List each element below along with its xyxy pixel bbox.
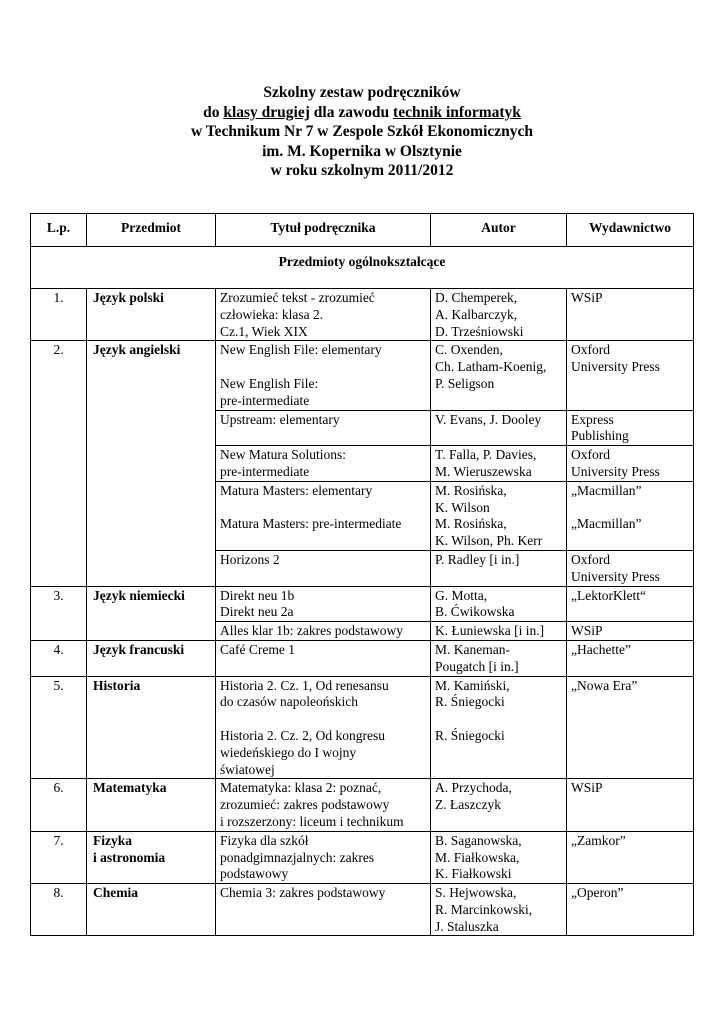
cell-subject: [87, 289, 216, 341]
cell-author: [431, 831, 567, 883]
author-line: Ch. Latham-Koenig,: [435, 359, 547, 375]
table-row: [31, 289, 694, 341]
title-line: Alles klar 1b: zakres podstawowy: [220, 623, 403, 639]
title-line: światowej: [220, 761, 275, 777]
title-line: pre-intermediate: [220, 392, 310, 408]
title-line: do czasów napoleońskich: [220, 694, 358, 710]
title-line: Matura Masters: pre-intermediate: [220, 516, 402, 532]
title-line: Direkt neu 2a: [220, 604, 294, 620]
title-line: Chemia 3: zakres podstawowy: [220, 885, 386, 901]
author-line: K. Fiałkowski: [435, 866, 512, 882]
cell-publisher: [567, 446, 694, 482]
author-line: Z. Łaszczyk: [435, 797, 501, 813]
table-row: [31, 341, 694, 410]
title-line: Historia 2. Cz. 1, Od renesansu: [220, 677, 389, 693]
section-row: [31, 247, 694, 289]
author-line: M. Rosińska,: [435, 482, 507, 498]
publisher-line: „Nowa Era”: [571, 677, 638, 693]
publisher-line: Oxford: [571, 447, 610, 463]
subject-line: Fizyka: [93, 832, 132, 848]
cell-publisher: [567, 550, 694, 586]
author-line: Pougatch [i in.]: [435, 658, 519, 674]
title-line: Historia 2. Cz. 2, Od kongresu: [220, 727, 385, 743]
cell-publisher: [567, 289, 694, 341]
cell-title: [216, 446, 431, 482]
publisher-line: WSiP: [571, 780, 603, 796]
author-line: D. Chemperek,: [435, 290, 518, 305]
cell-lp: 2.: [31, 341, 87, 586]
author-line: K. Wilson, Ph. Kerr: [435, 533, 543, 549]
cell-title: [216, 586, 431, 622]
author-line: A. Kalbarczyk,: [435, 306, 518, 322]
author-line: K. Łuniewska [i in.]: [435, 623, 545, 639]
title-line: New English File:: [220, 375, 319, 391]
subject-line: i astronomia: [93, 849, 166, 865]
title-line: Direkt neu 1b: [220, 587, 295, 603]
cell-subject: [87, 640, 216, 676]
author-line: R. Marcinkowski,: [435, 901, 533, 917]
cell-author: [431, 622, 567, 641]
title-line-2: [0, 103, 724, 123]
title-line: [220, 359, 426, 376]
title-line: [220, 500, 426, 517]
cell-publisher: [567, 779, 694, 831]
cell-title: [216, 779, 431, 831]
title-class-underlined: klasy drugiej: [223, 103, 310, 121]
title-line-2-mid: dla zawodu: [309, 103, 394, 121]
author-line: M. Fiałkowska,: [435, 849, 520, 865]
author-line: P. Radley [i in.]: [435, 551, 520, 567]
header-publisher: Wydawnictwo: [567, 214, 694, 247]
author-line: C. Oxenden,: [435, 342, 503, 358]
author-line: M. Wieruszewska: [435, 463, 532, 479]
title-profession-underlined: technik informatyk: [393, 103, 521, 121]
cell-publisher: [567, 341, 694, 410]
cell-lp: 6.: [31, 779, 87, 831]
cell-publisher: [567, 622, 694, 641]
publisher-line: „Macmillan”: [571, 516, 642, 532]
title-line-5: w roku szkolnym 2011/2012: [270, 162, 454, 179]
author-line: P. Seligson: [435, 375, 495, 391]
subject-line: Historia: [93, 677, 141, 693]
cell-author: [431, 446, 567, 482]
title-line: zrozumieć: zakres podstawowy: [220, 797, 390, 813]
cell-title: [216, 640, 431, 676]
publisher-line: Oxford: [571, 551, 610, 567]
cell-title: [216, 884, 431, 936]
cell-publisher: [567, 640, 694, 676]
document-title: [0, 83, 724, 181]
cell-lp: 1.: [31, 289, 87, 341]
table-row: [31, 779, 694, 831]
title-line-1: Szkolny zestaw podręczników: [263, 84, 461, 101]
publisher-line: University Press: [571, 568, 660, 584]
cell-publisher: [567, 586, 694, 622]
cell-publisher: [567, 676, 694, 779]
cell-lp: 7.: [31, 831, 87, 883]
publisher-line: University Press: [571, 359, 660, 375]
title-line: człowieka: klasa 2.: [220, 306, 324, 322]
cell-title: [216, 289, 431, 341]
subject-line: Chemia: [93, 885, 138, 901]
cell-subject: [87, 779, 216, 831]
cell-subject: [87, 586, 216, 640]
table-row: [31, 640, 694, 676]
textbook-table: [30, 213, 694, 936]
header-lp: L.p.: [31, 214, 87, 247]
section-heading: Przedmioty ogólnokształcące: [31, 247, 694, 289]
cell-lp: 8.: [31, 884, 87, 936]
author-line: K. Wilson: [435, 499, 490, 515]
author-line: B. Saganowska,: [435, 832, 522, 848]
title-line: Fizyka dla szkół: [220, 832, 309, 848]
table-row: [31, 884, 694, 936]
author-line: M. Rosińska,: [435, 516, 507, 532]
title-line: Horizons 2: [220, 551, 280, 567]
cell-lp: 3.: [31, 586, 87, 640]
cell-author: [431, 481, 567, 550]
title-line: podstawowy: [220, 866, 289, 882]
publisher-line: Publishing: [571, 428, 629, 444]
cell-lp: 5.: [31, 676, 87, 779]
title-line: Cz.1, Wiek XIX: [220, 323, 308, 339]
cell-lp: 4.: [31, 640, 87, 676]
subject-line: Język polski: [93, 290, 164, 305]
publisher-line: WSiP: [571, 623, 603, 639]
cell-subject: [87, 676, 216, 779]
author-line: [435, 711, 562, 728]
title-line: Café Creme 1: [220, 641, 295, 657]
cell-author: [431, 884, 567, 936]
table-row: [31, 586, 694, 622]
table-header-row: [31, 214, 694, 247]
publisher-line: Oxford: [571, 342, 610, 358]
publisher-line: Express: [571, 411, 614, 427]
subject-line: Język niemiecki: [93, 587, 185, 603]
title-line: pre-intermediate: [220, 463, 310, 479]
cell-author: [431, 779, 567, 831]
cell-publisher: [567, 831, 694, 883]
header-author: Autor: [431, 214, 567, 247]
title-line: New Matura Solutions:: [220, 447, 346, 463]
publisher-line: [571, 500, 689, 517]
cell-author: [431, 640, 567, 676]
cell-author: [431, 586, 567, 622]
publisher-line: University Press: [571, 463, 660, 479]
table-row: [31, 831, 694, 883]
title-line: Matematyka: klasa 2: poznać,: [220, 780, 382, 796]
author-line: R. Śniegocki: [435, 694, 505, 710]
author-line: T. Falla, P. Davies,: [435, 447, 537, 463]
author-line: M. Kaneman-: [435, 641, 510, 657]
cell-publisher: [567, 884, 694, 936]
publisher-line: WSiP: [571, 290, 603, 305]
cell-title: [216, 831, 431, 883]
title-line: i rozszerzony: liceum i technikum: [220, 813, 404, 829]
subject-line: Język francuski: [93, 641, 185, 657]
cell-subject: [87, 341, 216, 586]
cell-author: [431, 410, 567, 446]
author-line: J. Staluszka: [435, 918, 499, 934]
title-line-3: w Technikum Nr 7 w Zespole Szkół Ekonomicznych: [190, 123, 534, 140]
publisher-line: „Operon”: [571, 885, 624, 901]
author-line: B. Ćwikowska: [435, 604, 515, 620]
subject-line: Język angielski: [93, 342, 181, 358]
cell-publisher: [567, 410, 694, 446]
title-line-4: im. M. Kopernika w Olsztynie: [262, 142, 462, 160]
title-line-2-pre: do: [203, 103, 224, 121]
title-line: Matura Masters: elementary: [220, 482, 373, 498]
cell-title: [216, 550, 431, 586]
title-line: Zrozumieć tekst - zrozumieć: [220, 290, 375, 305]
publisher-line: „LektorKlett“: [571, 587, 646, 603]
author-line: D. Trześniowski: [435, 323, 524, 339]
cell-subject: [87, 884, 216, 936]
cell-author: [431, 289, 567, 341]
cell-title: [216, 622, 431, 641]
cell-author: [431, 550, 567, 586]
cell-title: [216, 341, 431, 410]
cell-author: [431, 676, 567, 779]
author-line: S. Hejwowska,: [435, 885, 517, 901]
author-line: R. Śniegocki: [435, 727, 505, 743]
cell-publisher: [567, 481, 694, 550]
subject-line: Matematyka: [93, 780, 167, 796]
title-line: New English File: elementary: [220, 342, 382, 358]
author-line: A. Przychoda,: [435, 780, 512, 796]
cell-title: [216, 481, 431, 550]
author-line: M. Kamiński,: [435, 677, 510, 693]
cell-title: [216, 410, 431, 446]
title-line: wiedeńskiego do I wojny: [220, 744, 357, 760]
cell-author: [431, 341, 567, 410]
header-title: Tytuł podręcznika: [216, 214, 431, 247]
publisher-line: „Macmillan”: [571, 482, 642, 498]
table-row: [31, 676, 694, 779]
cell-subject: [87, 831, 216, 883]
cell-title: [216, 676, 431, 779]
title-line: ponadgimnazjalnych: zakres: [220, 849, 375, 865]
title-line: [220, 711, 426, 728]
publisher-line: „Zamkor”: [571, 832, 626, 848]
author-line: V. Evans, J. Dooley: [435, 411, 542, 427]
publisher-line: „Hachette”: [571, 641, 631, 657]
author-line: G. Motta,: [435, 587, 488, 603]
header-subject: Przedmiot: [87, 214, 216, 247]
title-line: Upstream: elementary: [220, 411, 340, 427]
